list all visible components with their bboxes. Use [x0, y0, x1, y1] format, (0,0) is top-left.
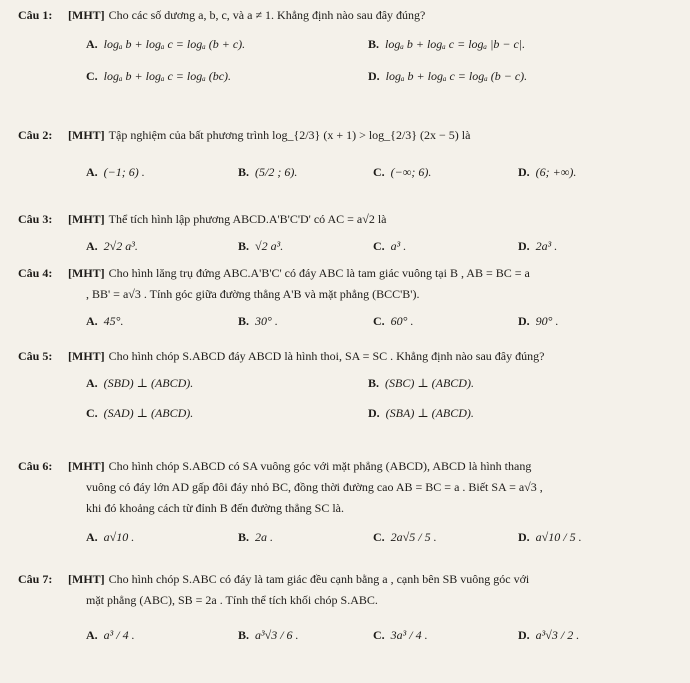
- options-row: [18, 239, 678, 257]
- option-c[interactable]: C. (−∞; 6).: [373, 165, 432, 179]
- question-tag: [MHT]: [68, 266, 105, 280]
- question-number: Câu 7:: [18, 572, 53, 586]
- question-tag: [MHT]: [68, 128, 105, 142]
- option-a[interactable]: A. (SBD) ⊥ (ABCD).: [86, 376, 194, 390]
- option-c[interactable]: C. 60° .: [373, 314, 414, 328]
- question-text: Cho hình lăng trụ đứng ABC.A'B'C' có đáy ABC là tam giác vuông tại B , AB = BC = a: [108, 266, 530, 280]
- question-tag: [MHT]: [68, 8, 105, 22]
- question-number: Câu 6:: [18, 459, 53, 473]
- option-d[interactable]: D. 2a³ .: [518, 239, 558, 253]
- option-a[interactable]: A. a√10 .: [86, 530, 135, 544]
- question-1: [18, 8, 678, 87]
- option-c[interactable]: C. 3a³ / 4 .: [373, 628, 428, 642]
- question-5: [18, 349, 678, 424]
- option-b[interactable]: B. (SBC) ⊥ (ABCD).: [368, 376, 474, 390]
- option-a[interactable]: A. a³ / 4 .: [86, 628, 135, 642]
- question-2: [18, 128, 678, 183]
- options-row: [18, 69, 678, 87]
- option-a[interactable]: A. 2√2 a³.: [86, 239, 138, 253]
- question-number: Câu 2:: [18, 128, 53, 142]
- question-tag: [MHT]: [68, 459, 105, 473]
- option-d[interactable]: D. (6; +∞).: [518, 165, 577, 179]
- option-b[interactable]: B. 30° .: [238, 314, 278, 328]
- question-text: Cho hình chóp S.ABCD có SA vuông góc với mặt phẳng (ABCD), ABCD là hình thang: [108, 459, 532, 473]
- question-continuation: , BB' = a√3 . Tính góc giữa đường thẳng A'B và mặt phẳng (BCC'B').: [86, 287, 420, 301]
- question-number: Câu 1:: [18, 8, 53, 22]
- option-a[interactable]: A. (−1; 6) .: [86, 165, 145, 179]
- option-d[interactable]: D. a³√3 / 2 .: [518, 628, 580, 642]
- options-row: [18, 376, 678, 394]
- question-number: Câu 4:: [18, 266, 53, 280]
- question-7: [18, 572, 678, 646]
- options-row: [18, 628, 678, 646]
- question-text: Cho hình chóp S.ABC có đáy là tam giác đều cạnh bằng a , cạnh bên SB vuông góc với: [108, 572, 530, 586]
- option-c[interactable]: C. (SAD) ⊥ (ABCD).: [86, 406, 194, 420]
- option-d[interactable]: D. logₐ b + logₐ c = logₐ (b − c).: [368, 69, 528, 83]
- question-text: Thể tích hình lập phương ABCD.A'B'C'D' có AC = a√2 là: [108, 212, 387, 226]
- options-row: [18, 165, 678, 183]
- option-b[interactable]: B. logₐ b + logₐ c = logₐ |b − c|.: [368, 37, 526, 51]
- option-d[interactable]: D. 90° .: [518, 314, 559, 328]
- question-text: Cho các số dương a, b, c, và a ≠ 1. Khẳng định nào sau đây đúng?: [108, 8, 426, 22]
- question-6: [18, 459, 678, 548]
- question-3: [18, 212, 678, 257]
- option-d[interactable]: D. (SBA) ⊥ (ABCD).: [368, 406, 474, 420]
- option-b[interactable]: B. √2 a³.: [238, 239, 284, 253]
- question-number: Câu 5:: [18, 349, 53, 363]
- question-number: Câu 3:: [18, 212, 53, 226]
- options-row: [18, 314, 678, 332]
- option-b[interactable]: B. (5/2 ; 6).: [238, 165, 298, 179]
- option-b[interactable]: B. a³√3 / 6 .: [238, 628, 299, 642]
- option-d[interactable]: D. a√10 / 5 .: [518, 530, 582, 544]
- option-b[interactable]: B. 2a .: [238, 530, 274, 544]
- question-continuation: mặt phẳng (ABC), SB = 2a . Tính thể tích khối chóp S.ABC.: [86, 593, 378, 607]
- question-continuation: vuông có đáy lớn AD gấp đôi đáy nhỏ BC, đồng thời đường cao AB = BC = a . Biết SA = a√3 ,: [86, 480, 543, 494]
- option-c[interactable]: C. a³ .: [373, 239, 407, 253]
- question-tag: [MHT]: [68, 212, 105, 226]
- question-tag: [MHT]: [68, 349, 105, 363]
- options-row: [18, 37, 678, 55]
- option-c[interactable]: C. logₐ b + logₐ c = logₐ (bc).: [86, 69, 232, 83]
- options-row: [18, 406, 678, 424]
- question-continuation: khi đó khoảng cách từ đỉnh B đến đường thẳng SC là.: [86, 501, 344, 515]
- question-tag: [MHT]: [68, 572, 105, 586]
- option-a[interactable]: A. logₐ b + logₐ c = logₐ (b + c).: [86, 37, 246, 51]
- option-a[interactable]: A. 45°.: [86, 314, 124, 328]
- question-text: Tập nghiệm của bất phương trình log_{2/3} (x + 1) > log_{2/3} (2x − 5) là: [108, 128, 471, 142]
- options-row: [18, 530, 678, 548]
- question-text: Cho hình chóp S.ABCD đáy ABCD là hình thoi, SA = SC . Khẳng định nào sau đây đúng?: [108, 349, 545, 363]
- question-4: [18, 266, 678, 332]
- option-c[interactable]: C. 2a√5 / 5 .: [373, 530, 437, 544]
